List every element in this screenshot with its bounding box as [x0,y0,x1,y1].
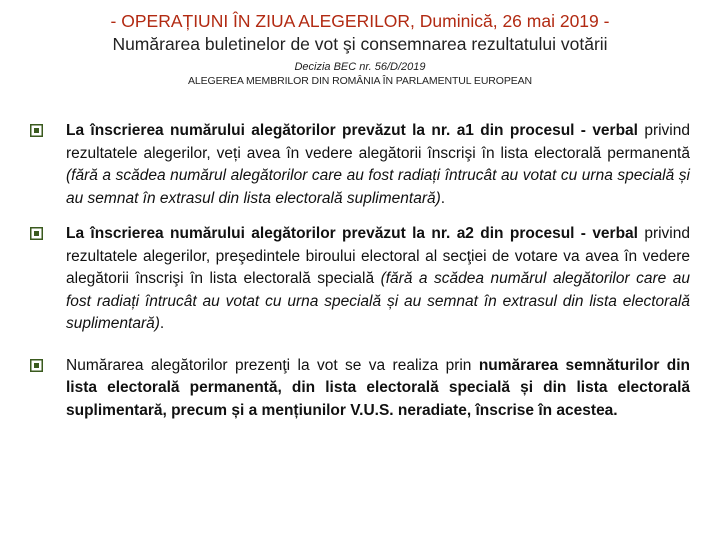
bullet-1-italic: (fără a scădea numărul alegătorilor care au fost radiați întrucât au votat cu urna specială și au semnat în extrasul din lista electorală suplimentară) [66,167,690,207]
decision-reference: Decizia BEC nr. 56/D/2019 [294,61,426,73]
bullet-item-2 [30,223,690,336]
checkbox-bullet-icon [30,124,43,137]
election-name: ALEGEREA MEMBRILOR DIN ROMÂNIA ÎN PARLAMENTUL EUROPEAN [187,75,533,87]
bullet-1-end: . [440,189,446,207]
bullet-3-text: Numărarea alegătorilor prezenţi la vot se va realiza prin [66,356,479,374]
checkbox-bullet-icon [30,227,43,240]
slide-header [0,10,720,88]
bullet-2-italic: (fără a scădea numărul alegătorilor care au fost radiați întrucât au votat cu urna specială și au semnat în extrasul din lista electorală suplimentară) [66,270,691,332]
slide-title: - OPERAȚIUNI ÎN ZIUA ALEGERILOR, Duminică, 26 mai 2019 - [110,11,610,31]
bullet-list [30,120,690,435]
bullet-3-bold: numărarea semnăturilor din lista electorală permanentă, din lista electorală specială și din lista electorală suplimentară, precum și a mențiunilor V.U.S. neradiate, înscrise în acestea. [66,356,690,419]
checkbox-bullet-icon [30,359,43,372]
slide-subtitle: Numărarea buletinelor de vot şi consemnarea rezultatului votării [112,34,608,54]
bullet-item-1 [30,120,690,210]
bullet-2-end: . [159,315,165,332]
bullet-1-bold: La înscrierea numărului alegătorilor prevăzut la nr. a1 din procesul - verbal [66,122,638,139]
bullet-2-text: privind rezultatele alegerilor, preşedintele biroului electoral al secţiei de votare va avea în vedere alegătorii înscrişi în lista electorală specială [66,225,690,287]
bullet-1-text: privind rezultatele alegerilor, veți avea în vedere alegătorii înscrişi în lista electorală permanentă [66,122,690,162]
bullet-item-3 [30,355,690,423]
bullet-2-bold: La înscrierea numărului alegătorilor prevăzut la nr. a2 din procesul - verbal [66,225,638,242]
